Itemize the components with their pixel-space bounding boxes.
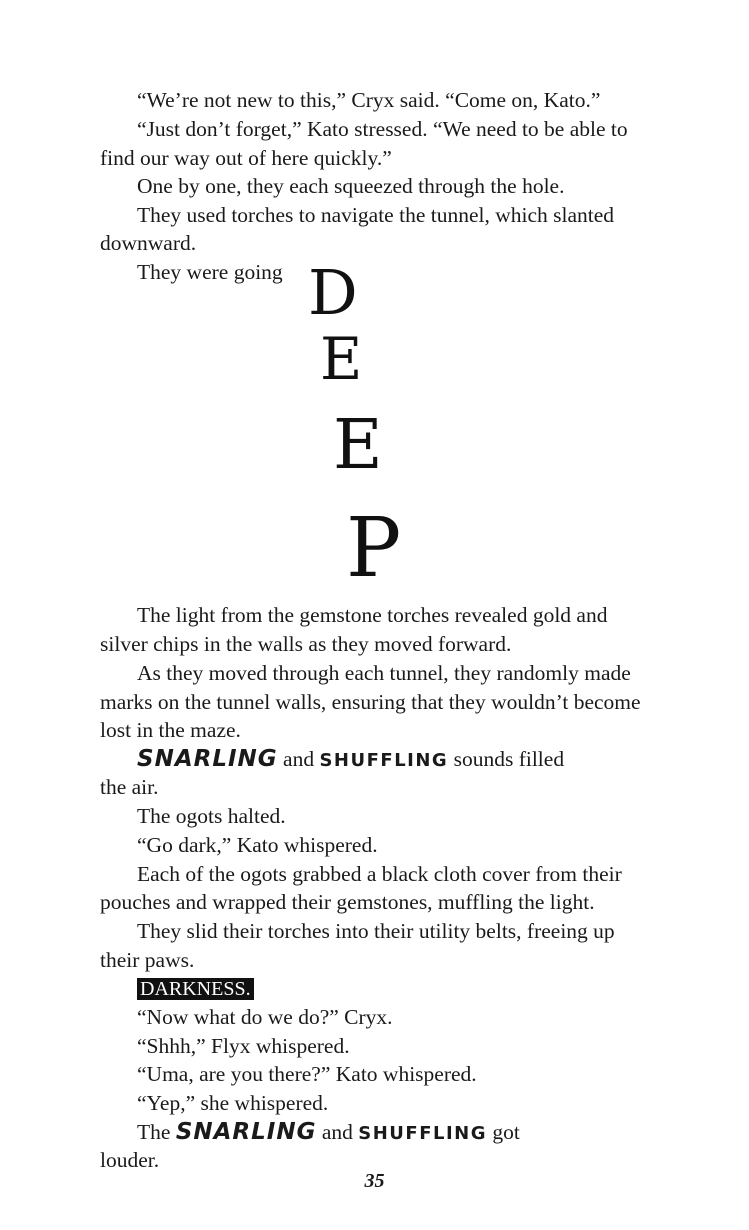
darkness-line bbox=[100, 974, 717, 1004]
sound-effect-line bbox=[100, 1118, 717, 1149]
paragraph-line: One by one, they each squeezed through the hole. bbox=[137, 174, 565, 198]
deep-letter-p: P bbox=[346, 501, 402, 596]
paragraph-line: downward. bbox=[100, 231, 197, 255]
paragraph-line: As they moved through each tunnel, they randomly made bbox=[137, 661, 631, 685]
paragraph-line: find our way out of here quickly.” bbox=[100, 146, 392, 170]
line-head: The bbox=[137, 1120, 171, 1144]
paragraph-line: “Shhh,” Flyx whispered. bbox=[137, 1034, 350, 1058]
paragraph-line: the air. bbox=[100, 775, 159, 799]
paragraph-line: They slid their torches into their utility belts, freeing up bbox=[137, 919, 615, 943]
paragraph-line: louder. bbox=[100, 1148, 160, 1172]
paragraph-line: “Now what do we do?” Cryx. bbox=[137, 1005, 393, 1029]
paragraph-line: They were going bbox=[137, 260, 283, 284]
paragraph-line: lost in the maze. bbox=[100, 718, 241, 742]
shuffling-sfx: SHUFFLING bbox=[319, 750, 449, 771]
deep-letter-e1: E bbox=[320, 325, 363, 393]
paragraph-line: pouches and wrapped their gemstones, muffling the light. bbox=[100, 890, 595, 914]
paragraph-line: “We’re not new to this,” Cryx said. “Come on, Kato.” bbox=[137, 88, 601, 112]
line-tail: got bbox=[492, 1120, 520, 1144]
paragraph-line: silver chips in the walls as they moved forward. bbox=[100, 632, 512, 656]
deep-letter-d: D bbox=[308, 256, 358, 329]
paragraph-line: Each of the ogots grabbed a black cloth cover from their bbox=[137, 862, 622, 886]
paragraph-line: their paws. bbox=[100, 948, 195, 972]
deep-letter-e2: E bbox=[333, 406, 383, 485]
darkness-label: DARKNESS. bbox=[137, 978, 254, 1000]
paragraph-line: The ogots halted. bbox=[137, 804, 286, 828]
shuffling-sfx: SHUFFLING bbox=[358, 1123, 488, 1144]
paragraph-line: “Yep,” she whispered. bbox=[137, 1091, 329, 1115]
paragraph-line: “Go dark,” Kato whispered. bbox=[137, 833, 378, 857]
paragraph-line: They used torches to navigate the tunnel, which slanted bbox=[137, 203, 615, 227]
connector-word: and bbox=[321, 1120, 353, 1144]
paragraph-line: “Just don’t forget,” Kato stressed. “We need to be able to bbox=[137, 117, 628, 141]
paragraph-line: “Uma, are you there?” Kato whispered. bbox=[137, 1062, 477, 1086]
line-tail: sounds filled bbox=[453, 747, 565, 771]
snarling-sfx: SNARLING bbox=[137, 746, 278, 772]
page-number: 35 bbox=[364, 1170, 385, 1192]
paragraph-line: marks on the tunnel walls, ensuring that they wouldn’t become bbox=[100, 690, 641, 714]
connector-word: and bbox=[283, 747, 315, 771]
sound-effect-line bbox=[100, 745, 717, 776]
snarling-sfx: SNARLING bbox=[175, 1119, 317, 1145]
paragraph-line: The light from the gemstone torches revealed gold and bbox=[137, 603, 608, 627]
